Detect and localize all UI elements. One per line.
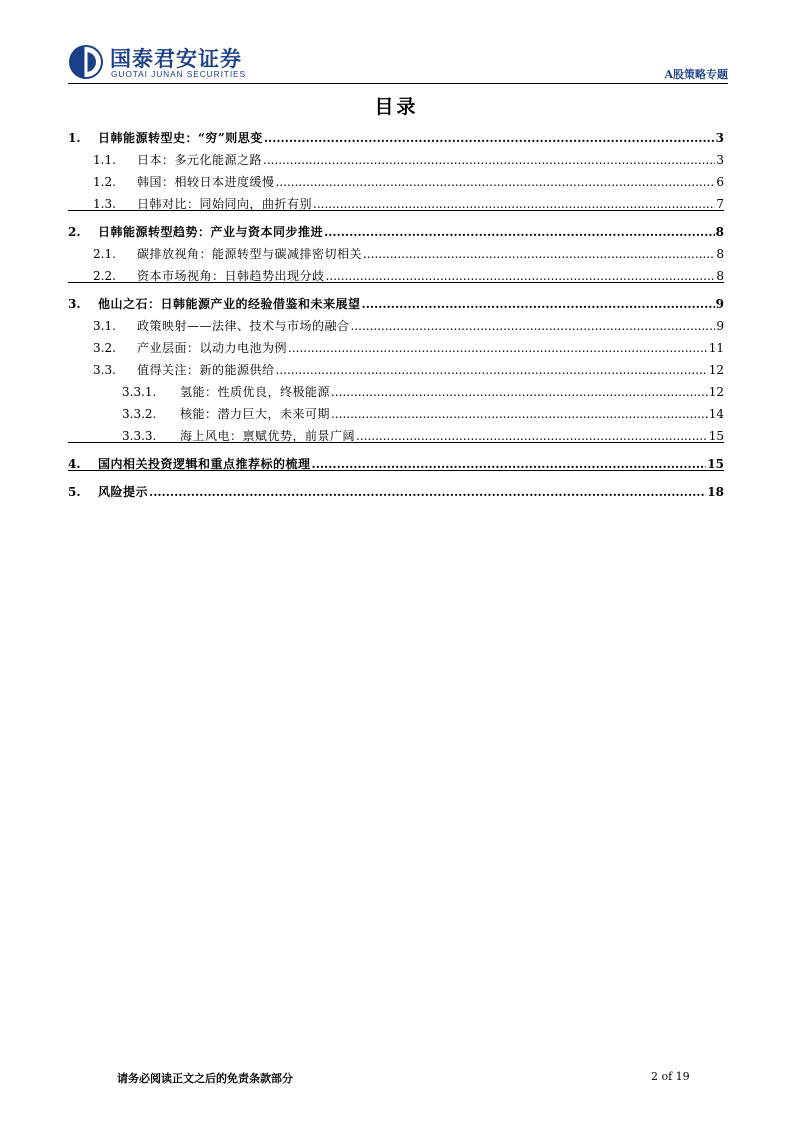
toc-entry-number: 3.3.2. [122,407,157,421]
toc-entry-number: 1. [68,131,81,145]
toc-entry-number: 1.1. [93,153,116,167]
dot-leader [313,197,715,211]
toc-entry-page: 8 [716,269,724,283]
logo-text-en: GUOTAI JUNAN SECURITIES [111,69,247,79]
header-divider [68,83,728,84]
toc-entry[interactable] [68,131,724,145]
toc-entry-page: 7 [716,197,724,211]
toc-entry-title: 值得关注：新的能源供给 [137,363,275,377]
dot-leader [149,485,706,499]
dot-leader [351,319,716,333]
dot-leader [362,297,715,311]
toc-entry-title: 韩国：相较日本进度缓慢 [137,175,275,189]
toc-entry[interactable] [93,175,724,189]
toc-entry[interactable] [93,319,724,333]
toc-entry-title: 日韩对比：同始同向，曲折有别 [137,197,313,211]
toc-entry[interactable] [93,153,724,167]
toc-entry[interactable] [122,385,724,399]
toc-entry-title: 核能：潜力巨大，未来可期 [180,407,331,421]
toc-entry[interactable] [93,197,724,211]
dot-leader [363,247,715,261]
toc-entry-page: 9 [716,319,724,333]
toc-entry[interactable] [122,429,724,443]
toc-entry-number: 1.2. [93,175,116,189]
toc-entry[interactable] [68,457,724,471]
dot-leader [276,175,716,189]
toc-entry-number: 3. [68,297,81,311]
toc-entry-page: 8 [716,247,724,261]
toc-entry-number: 2.2. [93,269,116,283]
toc-entry-title: 海上风电：禀赋优势，前景广阔 [180,429,356,443]
toc-entry-number: 3.1. [93,319,116,333]
toc-entry-page: 14 [708,407,724,421]
toc-entry-page: 12 [708,363,724,377]
toc-entry[interactable] [93,363,724,377]
footer-page-number: 2 of 19 [651,1070,690,1083]
toc-entry[interactable] [68,225,724,239]
dot-leader [331,385,708,399]
toc-entry-number: 3.3.3. [122,429,157,443]
toc-entry-number: 4. [68,457,81,471]
toc-entry-number: 2. [68,225,81,239]
toc-entry-title: 产业层面：以动力电池为例 [137,341,288,355]
toc-entry-title: 日韩能源转型趋势：产业与资本同步推进 [98,225,324,239]
toc-entry-page: 12 [708,385,724,399]
toc-entry-page: 6 [716,175,724,189]
dot-leader [312,457,707,471]
report-type-label: A股策略专题 [664,68,728,81]
dot-leader [326,269,716,283]
toc-entry[interactable] [122,407,724,421]
guotai-junan-logo-icon [68,44,104,80]
toc-entry-number: 1.3. [93,197,116,211]
dot-leader [324,225,715,239]
toc-entry[interactable] [93,247,724,261]
toc-entry-number: 3.3.1. [122,385,157,399]
dot-leader [264,131,715,145]
toc-entry[interactable] [93,341,724,355]
section-divider [68,282,724,283]
toc-entry-page: 9 [715,297,724,311]
page-header [68,40,728,82]
dot-leader [356,429,708,443]
toc-entry-page: 15 [708,429,724,443]
toc-entry-number: 3.2. [93,341,116,355]
dot-leader [288,341,708,355]
toc-entry-title: 资本市场视角：日韩趋势出现分歧 [137,269,325,283]
toc-entry-number: 3.3. [93,363,116,377]
toc-entry[interactable] [93,269,724,283]
toc-entry-title: 他山之石：日韩能源产业的经验借鉴和未来展望 [98,297,361,311]
toc-entry-page: 3 [716,153,724,167]
toc-entry-page: 3 [715,131,724,145]
toc-entry[interactable] [68,297,724,311]
toc-entry-number: 2.1. [93,247,116,261]
toc-entry-title: 日韩能源转型史：“穷”则思变 [98,131,263,145]
toc-entry-title: 国内相关投资逻辑和重点推荐标的梳理 [98,457,311,471]
toc-title: 目录 [374,96,419,118]
section-divider [68,210,724,211]
toc-entry-page: 18 [707,485,724,499]
logo-text-cn: 国泰君安证券 [110,47,242,71]
toc-entry-page: 8 [715,225,724,239]
toc-entry-page: 11 [708,341,724,355]
toc-entry-title: 政策映射——法律、技术与市场的融合 [137,319,350,333]
dot-leader [263,153,715,167]
toc-entry-title: 日本：多元化能源之路 [137,153,263,167]
footer-disclaimer: 请务必阅读正文之后的免责条款部分 [117,1072,293,1085]
section-divider [68,442,724,443]
toc-entry-title: 碳排放视角：能源转型与碳减排密切相关 [137,247,363,261]
toc-entry-title: 风险提示 [98,485,149,499]
toc-entry-title: 氢能：性质优良，终极能源 [180,385,331,399]
toc-entry[interactable] [68,485,724,499]
toc-entry-page: 15 [707,457,724,471]
dot-leader [331,407,708,421]
toc-entry-number: 5. [68,485,81,499]
section-divider [68,470,724,471]
dot-leader [276,363,708,377]
